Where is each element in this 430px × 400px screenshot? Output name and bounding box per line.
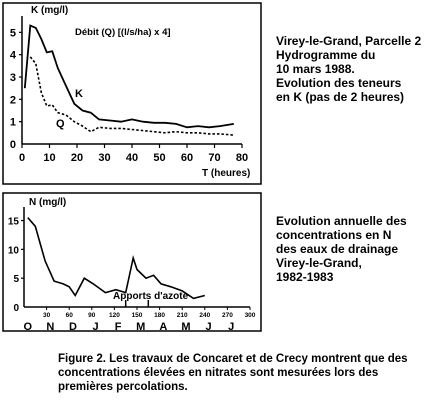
n-y-tick-label: 10 xyxy=(7,245,19,257)
k-y-tick-label: 4 xyxy=(9,49,16,62)
bottom-chart-notes xyxy=(276,214,407,284)
n-x-tick-label: 150 xyxy=(131,312,143,319)
q-series-label: Q xyxy=(56,118,65,130)
k-y-tick-label: 0 xyxy=(9,139,16,151)
top-note-line: Virey-le-Grand, Parcelle 2 xyxy=(276,34,422,48)
nitrogen-application-label: Apports d'azote xyxy=(113,291,189,302)
n-x-tick-label: 120 xyxy=(108,312,120,319)
figure-caption: Figure 2. Les travaux de Concaret et de Crecy montrent que des concentrations élevées en nitrates sont mesurées lors des premières percolations. xyxy=(58,353,408,393)
k-y-tick-label: 2 xyxy=(9,94,16,107)
n-month-label: D xyxy=(68,321,77,333)
n-month-label: J xyxy=(92,321,99,333)
k-x-tick-label: 10 xyxy=(43,152,56,164)
n-y-tick-label: 0 xyxy=(13,303,19,314)
n-series-line xyxy=(28,218,205,299)
bottom-note-line: 1982-1983 xyxy=(276,270,334,284)
n-month-label: F xyxy=(114,321,122,333)
n-x-tick-label: 30 xyxy=(42,312,51,319)
n-x-tick-label: 180 xyxy=(154,312,166,319)
bottom-note-line: concentrations en N xyxy=(276,228,392,242)
k-y-tick-label: 1 xyxy=(9,116,16,129)
k-series-line xyxy=(25,26,234,128)
n-chart xyxy=(3,193,261,333)
n-month-label: O xyxy=(23,321,33,333)
k-x-tick-label: 20 xyxy=(70,152,84,164)
k-x-tick-label: 0 xyxy=(18,152,26,164)
n-x-tick-label: 300 xyxy=(244,312,256,319)
n-x-tick-label: 240 xyxy=(199,312,211,319)
n-month-label: A xyxy=(159,321,168,333)
q-legend-label: Débit (Q) [(l/s/ha) x 4] xyxy=(75,27,171,38)
k-series-label: K xyxy=(75,88,83,100)
k-y-tick-label: 5 xyxy=(9,27,16,40)
k-x-tick-label: 60 xyxy=(180,152,194,164)
bottom-note-line: Virey-le-Grand, xyxy=(276,256,362,270)
k-x-tick-label: 80 xyxy=(235,152,249,164)
n-month-label: J xyxy=(228,321,235,333)
n-y-tick-label: 5 xyxy=(13,274,19,286)
top-chart-notes xyxy=(276,34,421,104)
top-note-line: 10 mars 1988. xyxy=(276,62,355,76)
n-y-axis-label: N (mg/l) xyxy=(29,197,67,208)
top-note-line: Hydrogramme du xyxy=(276,48,376,62)
bottom-note-line: Evolution annuelle des xyxy=(276,214,407,228)
n-x-tick-label: 270 xyxy=(221,312,233,319)
n-x-tick-label: 90 xyxy=(88,312,96,319)
n-month-label: N xyxy=(46,321,55,333)
k-x-tick-label: 70 xyxy=(208,152,221,164)
n-month-label: M xyxy=(136,321,146,333)
k-y-tick-label: 3 xyxy=(9,72,16,84)
k-chart xyxy=(3,3,261,184)
k-x-tick-label: 30 xyxy=(98,152,111,164)
k-x-axis-label: T (heures) xyxy=(202,168,251,179)
k-x-tick-label: 50 xyxy=(153,152,166,164)
n-x-tick-label: 210 xyxy=(176,312,188,319)
n-y-tick-label: 15 xyxy=(7,216,19,228)
n-month-label: M xyxy=(181,321,191,333)
n-x-tick-label: 60 xyxy=(65,312,73,319)
bottom-note-line: des eaux de drainage xyxy=(276,242,399,256)
n-month-label: J xyxy=(205,321,212,333)
k-y-axis-label: K (mg/l) xyxy=(31,5,69,16)
k-x-tick-label: 40 xyxy=(125,152,139,164)
top-note-line: Evolution des teneurs xyxy=(276,76,402,90)
top-note-line: en K (pas de 2 heures) xyxy=(276,90,405,104)
